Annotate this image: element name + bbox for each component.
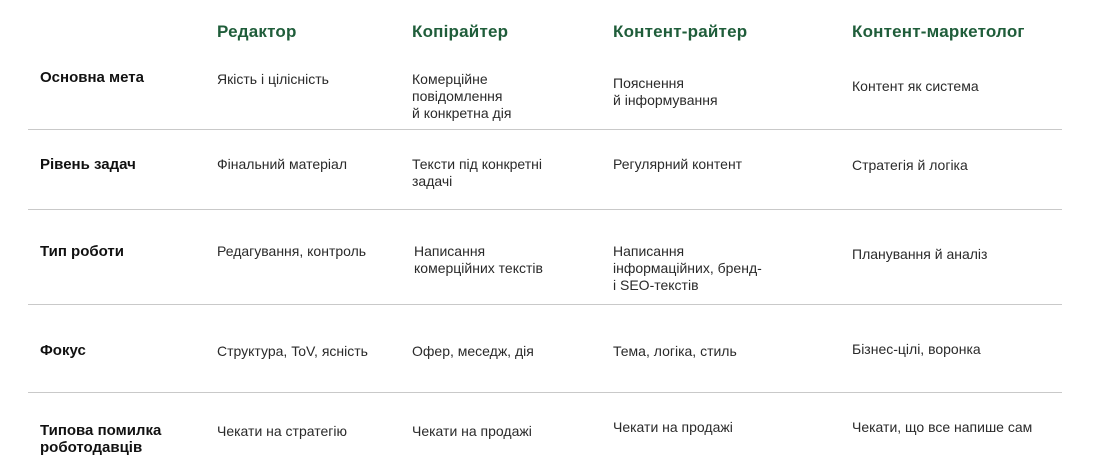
row-label-typical-employer-mistake: Типова помилка роботодавців <box>40 422 162 456</box>
table-cell: Написання комерційних текстів <box>414 243 543 276</box>
table-cell: Тема, логіка, стиль <box>613 343 737 359</box>
table-cell: Тексти під конкретні задачі <box>412 156 542 189</box>
table-cell: Контент як система <box>852 78 979 94</box>
table-cell: Редагування, контроль <box>217 243 367 259</box>
table-cell: Якість і цілісність <box>217 71 329 87</box>
column-header-editor: Редактор <box>217 22 297 41</box>
table-cell: Чекати на продажі <box>412 423 532 439</box>
row-divider <box>28 304 1062 305</box>
table-cell: Регулярний контент <box>613 156 743 172</box>
table-cell: Офер, меседж, дія <box>412 343 534 359</box>
table-cell: Структура, ToV, ясність <box>217 343 368 359</box>
column-header-copywriter: Копірайтер <box>412 22 509 41</box>
row-divider <box>28 209 1062 210</box>
column-header-content-marketer: Контент-маркетолог <box>852 22 1025 41</box>
table-cell: Фінальний матеріал <box>217 156 347 172</box>
row-label-main-goal: Основна мета <box>40 69 144 86</box>
row-divider <box>28 392 1062 393</box>
table-cell: Пояснення й інформування <box>613 75 718 108</box>
row-divider <box>28 129 1062 130</box>
table-cell: Чекати, що все напише сам <box>852 419 1033 435</box>
column-header-content-writer: Контент-райтер <box>613 22 748 41</box>
row-label-work-type: Тип роботи <box>40 243 124 260</box>
table-cell: Чекати на стратегію <box>217 423 347 439</box>
row-label-focus: Фокус <box>40 342 86 359</box>
table-cell: Планування й аналіз <box>852 246 988 262</box>
row-label-task-level: Рівень задач <box>40 156 136 173</box>
table-cell: Написання інформаційних, бренд- і SEO-текстів <box>613 243 762 293</box>
table-cell: Бізнес-цілі, воронка <box>852 341 981 357</box>
table-cell: Стратегія й логіка <box>852 157 968 173</box>
table-cell: Комерційне повідомлення й конкретна дія <box>412 71 512 121</box>
table-cell: Чекати на продажі <box>613 419 733 435</box>
